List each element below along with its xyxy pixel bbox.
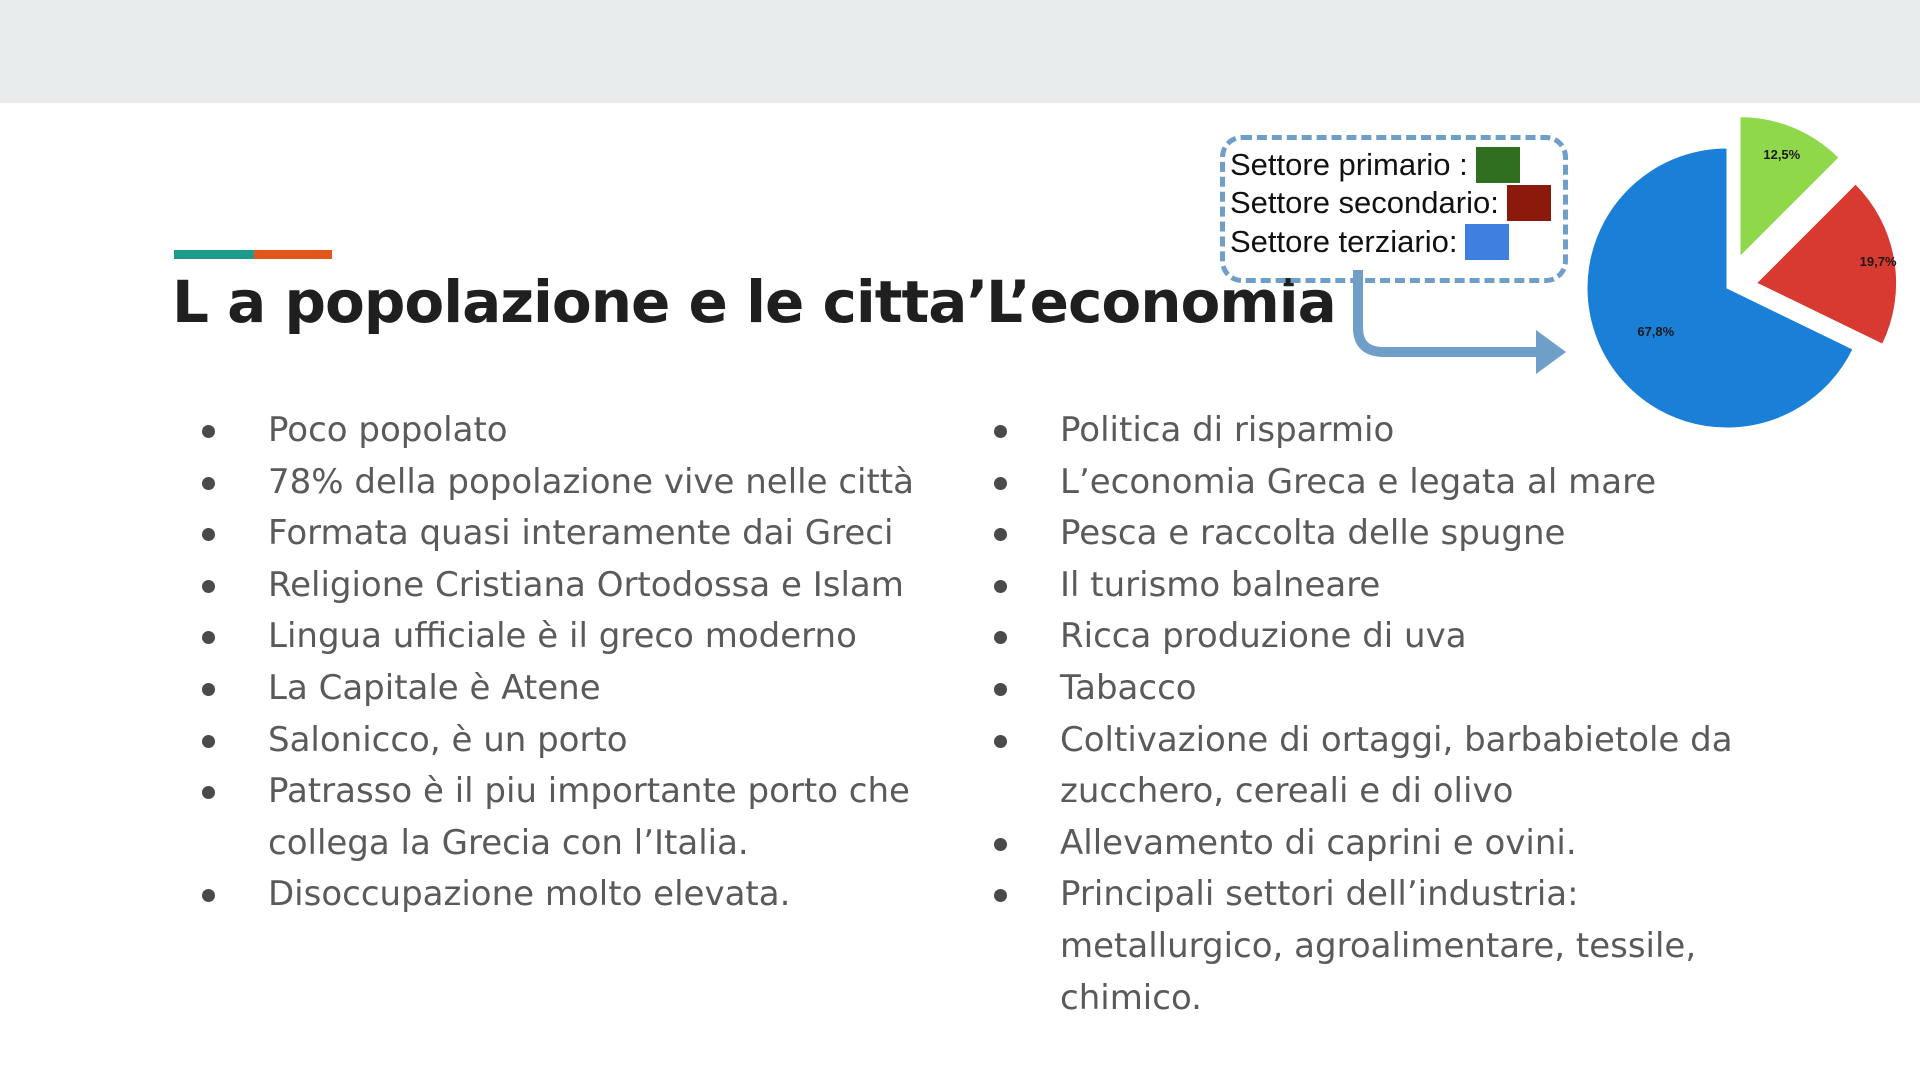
accent-orange — [254, 250, 332, 259]
bullet-dot-icon — [202, 683, 215, 696]
bullet-dot-icon — [994, 735, 1007, 748]
economy-item-text: Ricca produzione di uva — [1060, 616, 1467, 657]
population-item — [194, 457, 954, 509]
population-item-text: La Capitale è Atene — [268, 667, 601, 708]
economy-item-text: L’economia Greca e legata al mare — [1060, 461, 1657, 502]
population-item-text: 78% della popolazione vive nelle città — [268, 461, 914, 502]
population-item — [194, 508, 954, 560]
bullet-dot-icon — [994, 477, 1007, 490]
legend-label: Settore primario : — [1230, 147, 1468, 182]
economy-item — [986, 715, 1766, 818]
legend-swatch-primary — [1476, 147, 1520, 183]
economy-item-text: Coltivazione di ortaggi, barbabietole da zucchero, cereali e di olivo — [1060, 719, 1733, 812]
left-title: L a popolazione e le citta’ — [172, 268, 988, 336]
legend-item-tertiary — [1230, 223, 1509, 261]
population-item-text: Formata quasi interamente dai Greci — [268, 513, 894, 554]
population-item — [194, 869, 954, 921]
population-item — [194, 766, 954, 869]
bullet-dot-icon — [994, 528, 1007, 541]
bullet-dot-icon — [202, 889, 215, 902]
bullet-dot-icon — [994, 838, 1007, 851]
population-item-text: Salonicco, è un porto — [268, 719, 628, 760]
economy-item — [986, 611, 1766, 663]
bullet-dot-icon — [202, 528, 215, 541]
economy-item — [986, 818, 1766, 870]
bullet-dot-icon — [202, 580, 215, 593]
population-item-text: Lingua ufficiale è il greco moderno — [268, 616, 857, 657]
bullet-dot-icon — [202, 631, 215, 644]
bullet-dot-icon — [994, 631, 1007, 644]
legend-item-secondary — [1230, 184, 1551, 222]
top-band — [0, 0, 1920, 103]
legend-label: Settore terziario: — [1230, 224, 1458, 259]
right-title: L’economia — [986, 268, 1336, 336]
economy-item-text: Principali settori dell’industria: metallurgico, agroalimentare, tessile, chimico. — [1060, 874, 1697, 1018]
population-item-text: Religione Cristiana Ortodossa e Islam — [268, 564, 904, 605]
economy-item-text: Allevamento di caprini e ovini. — [1060, 822, 1577, 863]
bullet-dot-icon — [202, 425, 215, 438]
pie-slices — [1587, 117, 1897, 428]
pie-data-label: 67,8% — [1637, 324, 1675, 340]
population-item — [194, 715, 954, 767]
accent-teal — [174, 250, 254, 259]
sector-pie-chart — [1570, 105, 1920, 450]
bullet-dot-icon — [994, 580, 1007, 593]
population-item — [194, 560, 954, 612]
legend-swatch-secondary — [1507, 185, 1551, 221]
bullet-dot-icon — [994, 425, 1007, 438]
population-list — [194, 405, 954, 921]
population-item — [194, 663, 954, 715]
economy-item-text: Tabacco — [1060, 667, 1197, 708]
bullet-dot-icon — [994, 889, 1007, 902]
population-item — [194, 405, 954, 457]
economy-list — [986, 405, 1766, 1024]
population-item-text: Patrasso è il piu importante porto che collega la Grecia con l’Italia. — [268, 771, 910, 863]
population-item-text: Poco popolato — [268, 410, 508, 450]
economy-item — [986, 508, 1766, 560]
population-item-text: Disoccupazione molto elevata. — [268, 874, 791, 915]
bullet-dot-icon — [202, 735, 215, 748]
pie-data-label: 19,7% — [1859, 254, 1897, 270]
bullet-dot-icon — [202, 786, 215, 799]
population-item — [194, 611, 954, 663]
economy-item-text: Politica di risparmio — [1060, 410, 1395, 450]
bullet-dot-icon — [994, 683, 1007, 696]
economy-item — [986, 663, 1766, 715]
legend-swatch-tertiary — [1465, 224, 1509, 260]
economy-item — [986, 560, 1766, 612]
legend-item-primary — [1230, 146, 1520, 184]
economy-item-text: Pesca e raccolta delle spugne — [1060, 513, 1566, 554]
bullet-dot-icon — [202, 477, 215, 490]
legend-label: Settore secondario: — [1230, 185, 1499, 220]
curved-arrow-icon — [1340, 270, 1580, 380]
title-accent-bar — [174, 250, 332, 259]
pie-data-label: 12,5% — [1763, 147, 1801, 163]
economy-item-text: Il turismo balneare — [1060, 564, 1381, 605]
economy-item — [986, 869, 1766, 1024]
economy-item — [986, 457, 1766, 509]
